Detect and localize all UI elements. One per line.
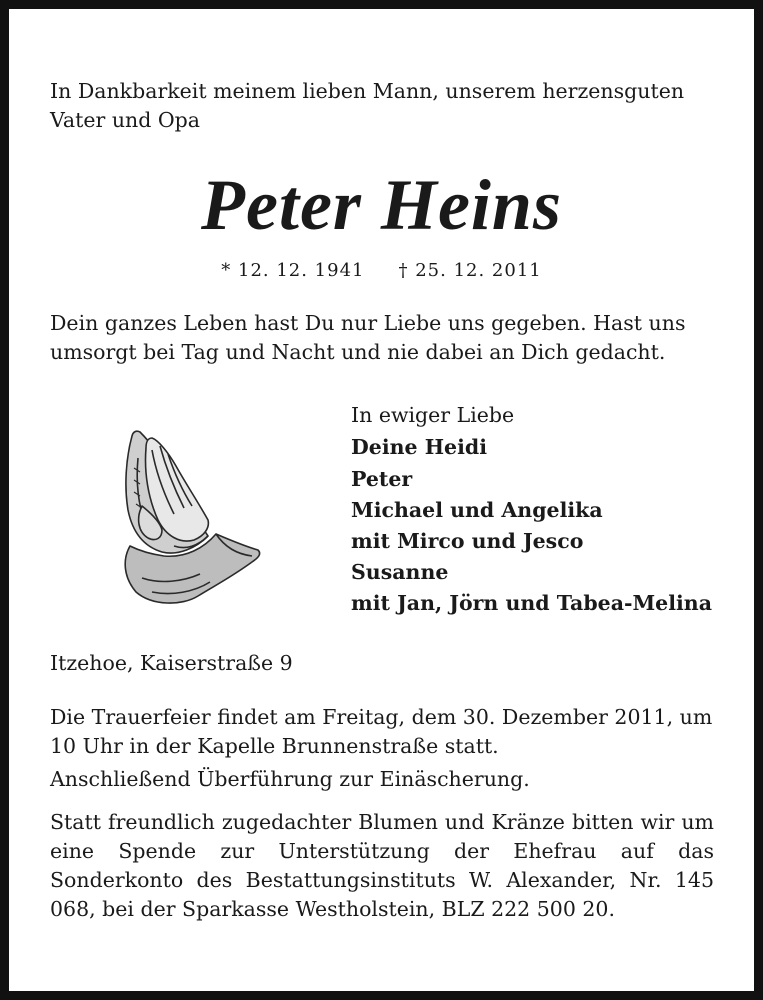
funeral-info: Die Trauerfeier findet am Freitag, dem 30. Dezember 2011, um 10 Uhr in der Kapelle Brunnenstraße statt. [50,705,713,758]
signer-heidi: Deine Heidi [351,435,488,459]
signer-jan-joern-tabea: mit Jan, Jörn und Tabea-Melina [351,591,712,615]
life-dates [0,259,763,283]
signers-lead: In ewiger Liebe [351,403,515,427]
signers-block [351,399,712,619]
signer-susanne: Susanne [351,560,449,584]
signer-mirco-jesco: mit Mirco und Jesco [351,529,584,553]
memorial-quote: Dein ganzes Leben hast Du nur Liebe uns gegeben. Hast uns umsorgt bei Tag und Nacht und nie dabei an Dich gedacht. [50,311,686,364]
death-date: † 25. 12. 2011 [398,260,542,281]
signer-michael-angelika: Michael und Angelika [351,498,603,522]
afterwards-info: Anschließend Überführung zur Einäscherung. [50,767,530,791]
deceased-name: Peter Heins [201,165,562,245]
birth-date: * 12. 12. 1941 [221,260,365,281]
intro-text: In Dankbarkeit meinem lieben Mann, unserem herzensguten Vater und Opa [50,79,685,132]
address-line: Itzehoe, Kaiserstraße 9 [50,651,293,675]
signer-peter: Peter [351,467,413,491]
donation-info: Statt freundlich zugedachter Blumen und Kränze bitten wir um eine Spende zur Unterstützung der Ehefrau auf das Sonderkonto des Bestattungsinstituts W. Alexander, Nr. 145 068, bei der Sparkasse Westholstein, BLZ 222 500 20. [50,810,714,921]
praying-hands-icon [112,428,262,608]
